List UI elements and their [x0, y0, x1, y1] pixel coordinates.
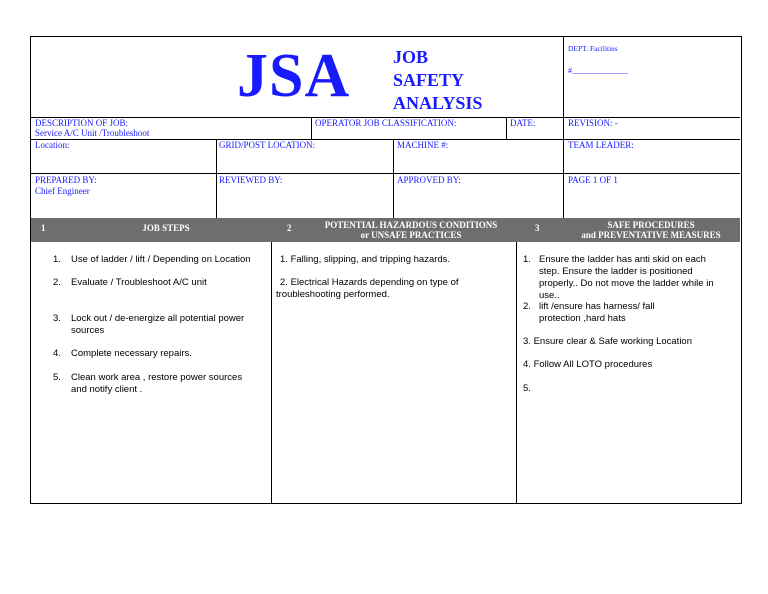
list-item: properly.. Do not move the ladder while in [539, 278, 714, 289]
column-3-number: 3 [535, 223, 540, 233]
list-item: Use of ladder / lift / Depending on Location [71, 254, 251, 265]
revision-label: REVISION: - [568, 118, 618, 128]
list-item: 1. [53, 254, 61, 265]
title-line-1: JOB [393, 47, 429, 67]
list-item: Evaluate / Troubleshoot A/C unit [71, 277, 207, 288]
title-line-3: ANALYSIS [393, 93, 483, 113]
list-item: Clean work area , restore power sources [71, 372, 243, 383]
column-2-title-line-1: POTENTIAL HAZARDOUS CONDITIONS [324, 220, 498, 230]
grid-location-label: GRID/POST LOCATION: [219, 140, 316, 150]
operator-classification-label: OPERATOR JOB CLASSIFICATION: [315, 118, 457, 128]
list-item: and notify client . [71, 384, 143, 395]
column-3-title-line-2: and PREVENTATIVE MEASURES [581, 230, 721, 240]
description-value: Service A/C Unit /Troubleshoot [35, 128, 150, 138]
list-item: 5. [53, 372, 61, 383]
jsa-logo: JSA [237, 42, 351, 110]
list-item: step. Ensure the ladder is positioned [539, 266, 693, 277]
list-item: 3. Ensure clear & Safe working Location [523, 336, 692, 347]
list-item: 2. [53, 277, 61, 288]
list-item: sources [71, 325, 105, 336]
list-item: 2. [523, 301, 531, 312]
prepared-by-label: PREPARED BY: [35, 175, 97, 185]
column-1-title: JOB STEPS [142, 223, 190, 233]
list-item: 2. Electrical Hazards depending on type of [280, 277, 459, 288]
list-item: Lock out / de-energize all potential power [71, 313, 245, 324]
list-item: Ensure the ladder has anti skid on each [539, 254, 706, 265]
list-item: Complete necessary repairs. [71, 348, 192, 359]
approved-by-label: APPROVED BY: [397, 175, 461, 185]
list-item: 1. [523, 254, 531, 265]
reviewed-by-label: REVIEWED BY: [219, 175, 283, 185]
doc-number: #______________ [568, 66, 628, 75]
machine-label: MACHINE #: [397, 140, 449, 150]
title-line-2: SAFETY [393, 70, 465, 90]
list-item: protection ,hard hats [539, 313, 626, 324]
jsa-form [30, 36, 742, 504]
list-item: 3. [53, 313, 61, 324]
prepared-by-value: Chief Engineer [35, 186, 90, 196]
page-indicator: PAGE 1 OF 1 [568, 175, 618, 185]
dept-label: DEPT. Facilities [568, 44, 618, 53]
list-item: 5. [523, 383, 531, 394]
list-item: use.. [539, 290, 560, 301]
list-item: 4. [53, 348, 61, 359]
column-1-number: 1 [41, 223, 46, 233]
column-2-number: 2 [287, 223, 292, 233]
team-leader-label: TEAM LEADER: [568, 140, 634, 150]
list-item: 4. Follow All LOTO procedures [523, 359, 653, 370]
column-2-title-line-2: or UNSAFE PRACTICES [360, 230, 462, 240]
date-label: DATE: [510, 118, 536, 128]
list-item: 1. Falling, slipping, and tripping hazards. [280, 254, 451, 265]
location-label: Location: [35, 140, 70, 150]
description-label: DESCRIPTION OF JOB: [35, 118, 129, 128]
list-item: lift /ensure has harness/ fall [539, 301, 655, 312]
list-item: troubleshooting performed. [276, 289, 390, 300]
column-3-title-line-1: SAFE PROCEDURES [607, 220, 695, 230]
